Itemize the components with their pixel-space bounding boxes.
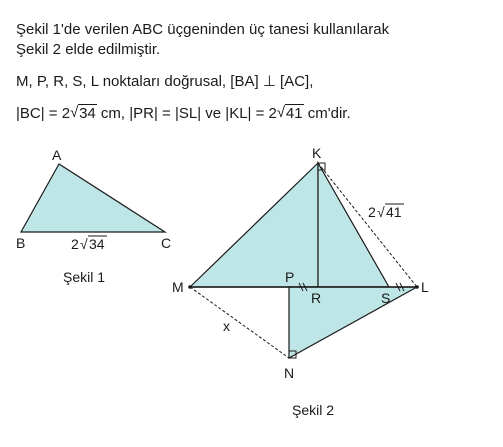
label-a: A [52,147,62,163]
problem-line-2: Şekil 2 elde edilmiştir. [16,41,161,58]
label-s: S [381,290,391,306]
segment-mn [190,287,289,358]
bc-radical-sign: √ [80,236,88,252]
label-n: N [284,365,295,381]
point-l [415,285,419,289]
figure-1-caption: Şekil 1 [63,269,106,285]
label-b: B [16,235,26,251]
problem-line-1: Şekil 1'de verilen ABC üçgeninden üç tanesi kullanılarak [16,21,390,38]
label-x: x [223,318,230,334]
label-c: C [161,235,172,251]
bc-rad: 34 [89,236,105,252]
figure-1 [16,147,171,252]
figure-2-caption: Şekil 2 [292,402,335,418]
point-m [188,285,192,289]
label-k: K [312,145,322,161]
sqrt-41-arg: 41 [285,105,303,122]
sqrt-41: √ 41 [276,104,303,122]
triangle-abc [21,164,165,232]
kl-radical-sign: √ [377,204,385,220]
sqrt-34-arg: 34 [79,105,96,122]
figure-2 [172,145,429,381]
triangle-krs [318,163,389,287]
kl-coef: 2 [368,204,376,220]
label-m: M [172,279,184,295]
label-l: L [421,279,429,295]
bc-coef: 2 [71,236,79,252]
pr-sl-kl-text: cm, |PR| = |SL| ve |KL| = 2 [96,105,277,122]
triangle-kmr [190,163,318,287]
bc-length-text: |BC| = 2 [16,105,71,122]
kl-rad: 41 [386,204,402,220]
label-p: P [285,269,295,285]
sqrt-34: √ 34 [70,104,96,122]
cm-text: cm'dir. [303,105,351,122]
problem-line-3: M, P, R, S, L noktaları doğrusal, [BA] ⊥ [AC], [16,73,314,90]
label-r: R [311,290,322,306]
triangle-pnl [289,287,417,358]
